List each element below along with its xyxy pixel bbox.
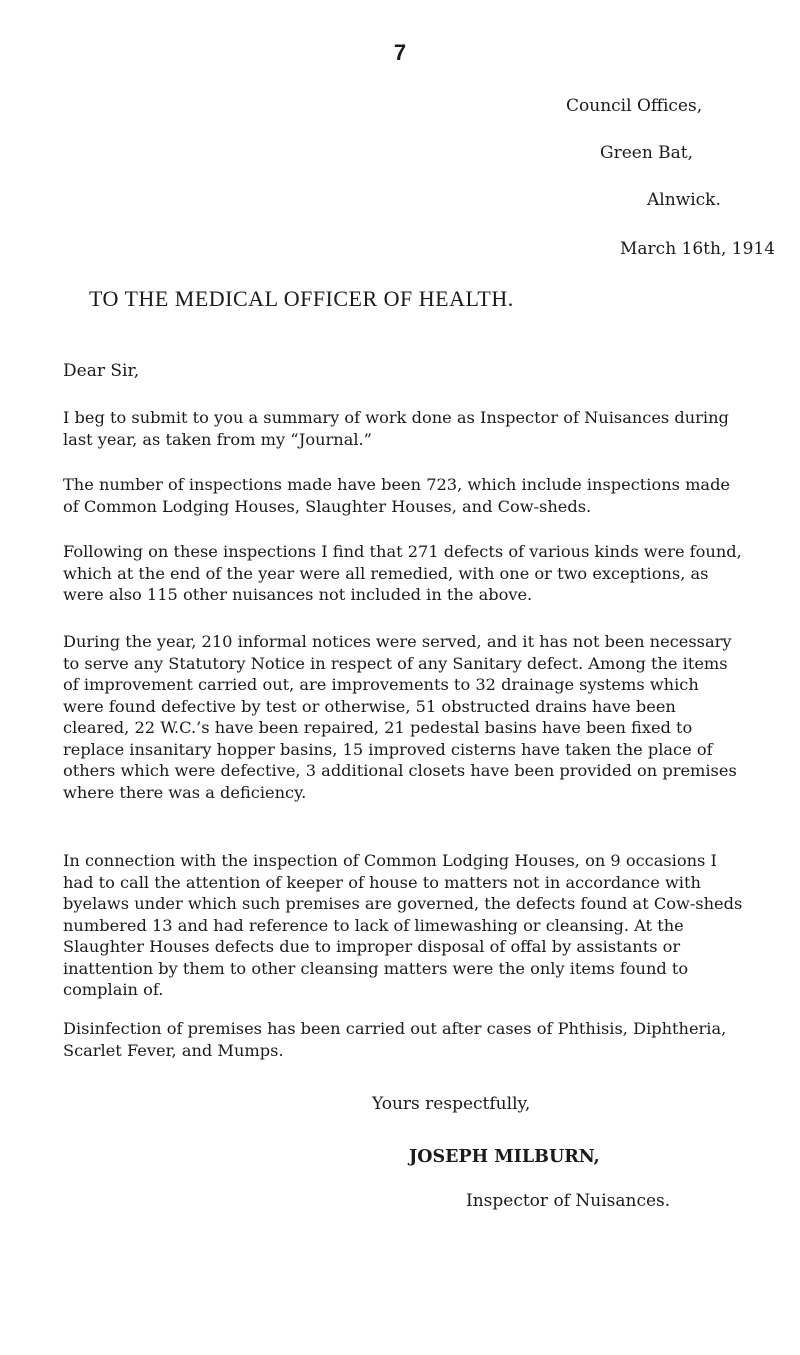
paragraph-3: Following on these inspections I find that 271 defects of various kinds were found, which at the end of the year were all remedied, with one or two exceptions, as were also 115 other nuisances not included in the above. <box>63 542 742 604</box>
signature-name: JOSEPH MILBURN, <box>409 1147 600 1167</box>
salutation: Dear Sir, <box>63 361 140 381</box>
letter-heading: TO THE MEDICAL OFFICER OF HEALTH. <box>89 286 514 311</box>
letter-date: March 16th, 1914 <box>620 239 776 259</box>
paragraph-2: The number of inspections made have been 723, which include inspections made of Common Lodging Houses, Slaughter Houses, and Cow-sheds. <box>63 475 731 516</box>
closing: Yours respectfully, <box>372 1094 531 1114</box>
paragraph-5: In connection with the inspection of Common Lodging Houses, on 9 occasions I had to call the attention of keeper of house to matters not in accordance with byelaws under which such premises are governed, the defects found at Cow-sheds numbered 13 and had reference to lack of limewashing or cleansing. At the Slaughter Houses defects due to improper disposal of offal by assistants or inattention by them to other cleansing matters were the only items found to complain of. <box>63 851 743 999</box>
paragraph-6: Disinfection of premises has been carried out after cases of Phthisis, Diphtheria, Scarlet Fever, and Mumps. <box>63 1019 727 1060</box>
signature-title: Inspector of Nuisances. <box>466 1191 671 1211</box>
address-line-2: Green Bat, <box>600 143 694 163</box>
address-line-3: Alnwick. <box>647 190 721 210</box>
page-number: 7 <box>393 40 407 65</box>
paragraph-4: During the year, 210 informal notices were served, and it has not been necessary to serve any Statutory Notice in respect of any Sanitary defect. Among the items of improvement carried out, are improvements to 32 drainage systems which were found defective by test or otherwise, 51 obstructed drains have been cleared, 22 W.C.’s have been repaired, 21 pedestal basins have been fixed to replace insanitary hopper basins, 15 improved cisterns have taken the place of others which were defective, 3 additional closets have been provided on premises where there was a deficiency. <box>63 632 737 802</box>
address-line-1: Council Offices, <box>566 96 703 116</box>
paragraph-1: I beg to submit to you a summary of work done as Inspector of Nuisances during last year, as taken from my “Journal.” <box>63 408 729 449</box>
